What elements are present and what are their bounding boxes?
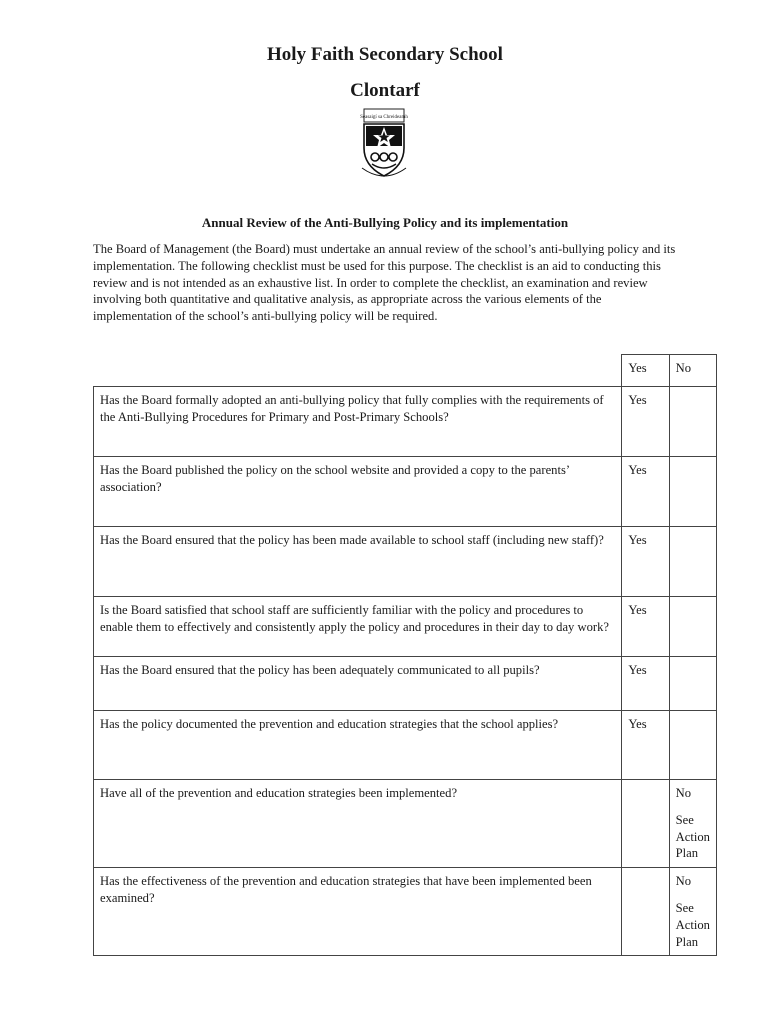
no-column-header: No bbox=[669, 355, 716, 387]
no-cell[interactable] bbox=[669, 711, 716, 780]
table-row bbox=[94, 597, 717, 657]
yes-column-header: Yes bbox=[622, 355, 669, 387]
action-plan-note: See Action Plan bbox=[675, 812, 710, 861]
no-value: No bbox=[675, 786, 692, 800]
no-value: No bbox=[675, 874, 692, 889]
question-cell: Has the Board ensured that the policy has been made available to school staff (including new staff)? bbox=[94, 527, 622, 597]
no-cell[interactable] bbox=[669, 868, 716, 956]
yes-cell[interactable] bbox=[622, 780, 669, 868]
yes-cell[interactable]: Yes bbox=[622, 657, 669, 711]
no-cell[interactable] bbox=[669, 780, 716, 868]
school-location: Clontarf bbox=[350, 80, 420, 101]
review-checklist-table bbox=[93, 354, 717, 956]
table-row bbox=[94, 527, 717, 597]
question-cell: Has the Board ensured that the policy has been adequately communicated to all pupils? bbox=[94, 657, 622, 711]
yes-cell[interactable]: Yes bbox=[622, 387, 669, 457]
question-cell: Has the policy documented the prevention and education strategies that the school applies? bbox=[94, 711, 622, 780]
question-cell: Has the Board published the policy on the school website and provided a copy to the parents’ association? bbox=[94, 457, 622, 527]
empty-header-cell bbox=[94, 355, 622, 387]
review-heading: Annual Review of the Anti-Bullying Policy and its implementation bbox=[201, 215, 569, 230]
table-header-row bbox=[94, 355, 717, 387]
school-name: Holy Faith Secondary School bbox=[267, 44, 503, 65]
table-row bbox=[94, 711, 717, 780]
intro-paragraph: The Board of Management (the Board) must undertake an annual review of the school’s anti-bullying policy and its implementation. The following checklist must be used for this purpose. The checklist is an aid to conducting this review and is not intended as an exhaustive list. In order to complete the checklist, an examination and review involving both quantitative and qualitative analysis, as appropriate across the various elements of the implementation of the school’s anti-bullying policy will be required. bbox=[93, 242, 676, 324]
yes-cell[interactable]: Yes bbox=[622, 711, 669, 780]
table-row bbox=[94, 868, 717, 956]
no-cell[interactable] bbox=[669, 527, 716, 597]
question-cell: Has the Board formally adopted an anti-bullying policy that fully complies with the requirements of the Anti-Bullying Procedures for Primary and Post-Primary Schools? bbox=[94, 387, 622, 457]
crest-motto: Seasaigí sa Chreideamh bbox=[360, 115, 408, 120]
question-cell: Have all of the prevention and education strategies been implemented? bbox=[94, 780, 622, 868]
table-row bbox=[94, 780, 717, 868]
yes-cell[interactable]: Yes bbox=[622, 597, 669, 657]
no-cell[interactable] bbox=[669, 657, 716, 711]
no-cell[interactable] bbox=[669, 597, 716, 657]
table-row bbox=[94, 387, 717, 457]
yes-cell[interactable]: Yes bbox=[622, 457, 669, 527]
question-cell: Is the Board satisfied that school staff are sufficiently familiar with the policy and procedures to enable them to effectively and consistently apply the policy and procedures in their day to day work? bbox=[94, 597, 622, 657]
table-row bbox=[94, 657, 717, 711]
yes-cell[interactable]: Yes bbox=[622, 527, 669, 597]
no-cell[interactable] bbox=[669, 387, 716, 457]
action-plan-note: See Action Plan bbox=[675, 900, 710, 949]
question-cell: Has the effectiveness of the prevention and education strategies that have been implemented been examined? bbox=[94, 868, 622, 956]
yes-cell[interactable] bbox=[622, 868, 669, 956]
table-row bbox=[94, 457, 717, 527]
no-cell[interactable] bbox=[669, 457, 716, 527]
school-crest-icon bbox=[358, 108, 410, 180]
